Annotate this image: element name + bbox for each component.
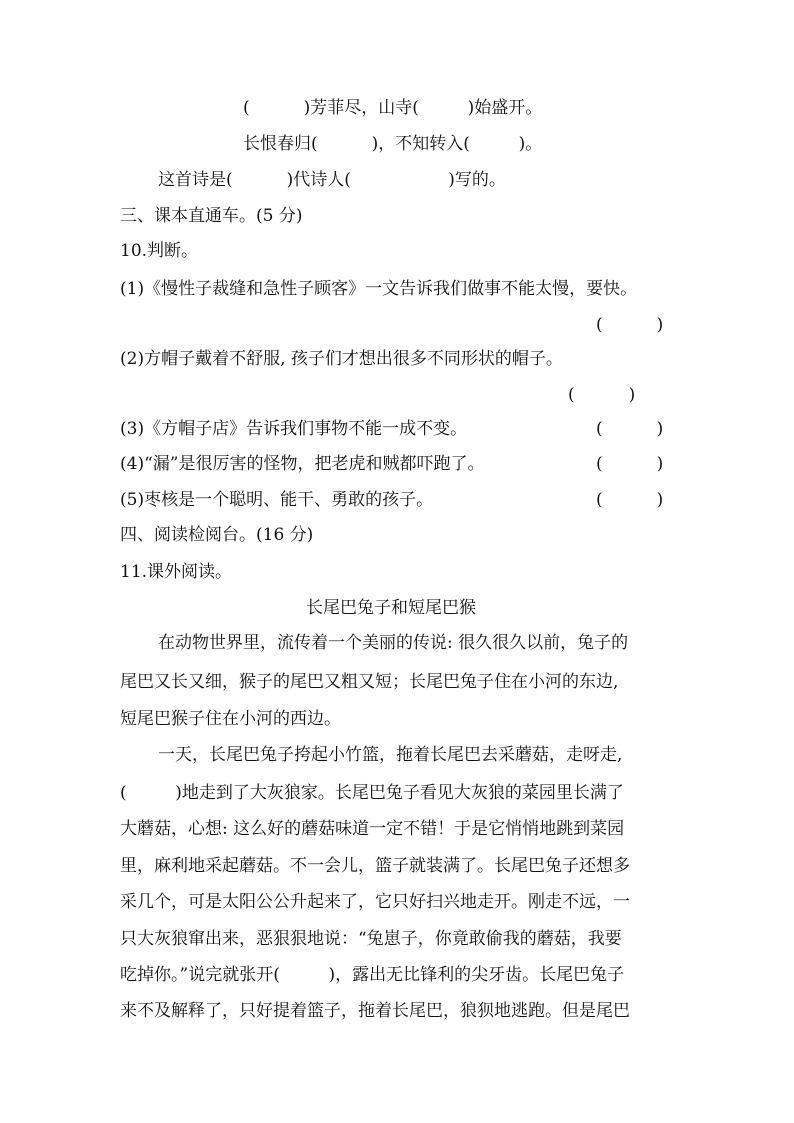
passage-line: 吃掉你。”说完就张开( )，露出无比锋利的尖牙齿。长尾巴兔子 [120, 965, 625, 985]
poem-line-1: ( )芳菲尽，山寺( )始盛开。 [243, 98, 543, 118]
passage-line: 尾巴又长又细，猴子的尾巴又粗又短；长尾巴兔子住在小河的东边, [120, 672, 619, 692]
passage-line: 来不及解释了，只好提着篮子，拖着长尾巴，狼狈地逃跑。但是尾巴 [120, 1001, 630, 1021]
judge-item-1: (1)《慢性子裁缝和急性子顾客》一文告诉我们做事不能太慢，要快。 [120, 279, 638, 299]
judge-answer-2[interactable]: ( ) [568, 385, 636, 405]
passage-line: 采几个，可是太阳公公升起来了，它只好扫兴地走开。刚走不远，一 [120, 892, 630, 912]
judge-answer-1[interactable]: ( ) [596, 315, 664, 335]
poem-line-2: 长恨春归( )，不知转入( )。 [243, 134, 543, 154]
passage-line: 里，麻利地采起蘑菇。不一会儿，篮子就装满了。长尾巴兔子还想多 [120, 856, 630, 876]
passage-line: 大蘑菇，心想: 这么好的蘑菇味道一定不错！于是它悄悄地跳到菜园 [120, 819, 625, 839]
passage-line: 只大灰狼窜出来，恶狠狠地说：“兔崽子，你竟敢偷我的蘑菇，我要 [120, 929, 622, 949]
passage-line: ( )地走到了大灰狼家。长尾巴兔子看见大灰狼的菜园里长满了 [120, 783, 624, 803]
judge-item-3: (3)《方帽子店》告诉我们事物不能一成不变。 [120, 419, 468, 439]
judge-answer-4[interactable]: ( ) [596, 454, 664, 474]
judge-item-5: (5)枣核是一个聪明、能干、勇敢的孩子。 [120, 490, 434, 510]
judge-answer-3[interactable]: ( ) [596, 419, 664, 439]
passage-line: 短尾巴猴子住在小河的西边。 [120, 709, 341, 729]
judge-item-2: (2)方帽子戴着不舒服, 孩子们才想出很多不同形状的帽子。 [120, 349, 563, 369]
section-3-title: 三、课本直通车。(5 分) [120, 206, 303, 226]
judge-answer-5[interactable]: ( ) [596, 490, 664, 510]
passage-line: 在动物世界里，流传着一个美丽的传说: 很久很久以前，兔子的 [158, 633, 629, 653]
question-11-label: 11.课外阅读。 [120, 562, 233, 582]
judge-item-4: (4)“漏”是很厉害的怪物，把老虎和贼都吓跑了。 [120, 454, 485, 474]
passage-line: 一天，长尾巴兔子挎起小竹篮，拖着长尾巴去采蘑菇，走呀走, [158, 745, 623, 765]
poem-source-question: 这首诗是( )代诗人( )写的。 [158, 170, 506, 190]
question-10-label: 10.判断。 [120, 241, 199, 261]
passage-title: 长尾巴兔子和短尾巴猴 [306, 598, 476, 618]
section-4-title: 四、阅读检阅台。(16 分) [120, 525, 314, 545]
